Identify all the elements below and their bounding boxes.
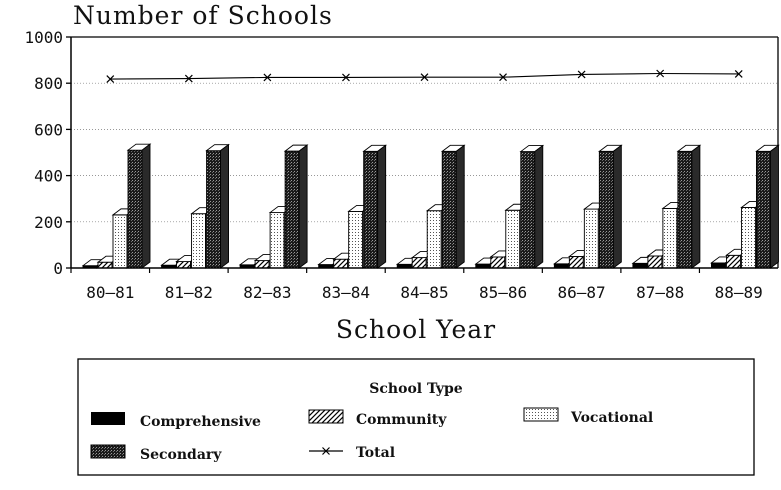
bar-vocational-81-82 xyxy=(192,214,206,268)
y-tick-label: 200 xyxy=(34,212,63,232)
bar-community-83-84 xyxy=(334,259,348,268)
bars-layer xyxy=(83,144,778,268)
y-tick-label: 400 xyxy=(34,166,63,186)
bar-vocational-82-83 xyxy=(270,213,284,268)
legend-swatch-comprehensive xyxy=(91,412,125,425)
bar-community-86-87 xyxy=(569,256,583,268)
bar-secondary-80-81 xyxy=(128,150,142,268)
x-axis xyxy=(71,268,778,302)
bar-side-secondary-88-89 xyxy=(770,145,778,268)
bar-vocational-87-88 xyxy=(663,208,677,268)
bar-secondary-83-84 xyxy=(364,151,378,268)
bar-side-secondary-86-87 xyxy=(613,145,621,268)
legend xyxy=(78,359,754,475)
legend-label-secondary: Secondary xyxy=(140,447,222,463)
legend-swatch-vocational xyxy=(524,408,558,421)
bar-side-secondary-84-85 xyxy=(456,145,464,268)
bar-side-secondary-82-83 xyxy=(299,145,307,268)
y-tick-label: 600 xyxy=(34,120,63,140)
legend-swatch-secondary xyxy=(91,445,125,458)
bar-community-81-82 xyxy=(177,262,191,268)
x-axis-label: School Year xyxy=(335,315,497,344)
bar-comprehensive-88-89 xyxy=(711,263,725,268)
x-tick-label: 83–84 xyxy=(321,283,371,302)
x-tick-label: 80–81 xyxy=(86,283,135,302)
legend-label-community: Community xyxy=(356,412,447,428)
bar-secondary-85-86 xyxy=(521,152,535,268)
bar-side-secondary-81-82 xyxy=(221,145,229,268)
bar-side-secondary-87-88 xyxy=(692,145,700,268)
legend-label-vocational: Vocational xyxy=(571,410,654,426)
bar-secondary-87-88 xyxy=(678,151,692,268)
bar-vocational-85-86 xyxy=(506,210,520,268)
legend-swatch-community xyxy=(309,410,343,423)
x-tick-label: 82–83 xyxy=(243,283,292,302)
legend-label-total: Total xyxy=(356,445,396,461)
bar-secondary-81-82 xyxy=(207,151,221,268)
bar-community-84-85 xyxy=(412,258,426,268)
bar-vocational-84-85 xyxy=(427,211,441,268)
bar-vocational-83-84 xyxy=(349,211,363,268)
legend-title: School Type xyxy=(369,381,463,397)
x-tick-label: 85–86 xyxy=(478,283,528,302)
bar-vocational-88-89 xyxy=(741,207,755,268)
bar-secondary-86-87 xyxy=(599,151,613,268)
bar-side-secondary-80-81 xyxy=(142,144,150,268)
x-tick-label: 84–85 xyxy=(400,283,449,302)
bar-community-88-89 xyxy=(726,255,740,268)
bar-secondary-88-89 xyxy=(756,151,770,268)
total-line xyxy=(110,73,738,79)
total-line-layer xyxy=(107,70,742,83)
x-tick-label: 86–87 xyxy=(557,283,606,302)
x-tick-label: 87–88 xyxy=(636,283,685,302)
y-tick-label: 800 xyxy=(34,74,63,94)
bar-community-87-88 xyxy=(648,256,662,268)
x-tick-label: 88–89 xyxy=(714,283,763,302)
legend-label-comprehensive: Comprehensive xyxy=(140,414,261,430)
chart-title: Number of Schools xyxy=(73,1,333,30)
y-axis xyxy=(24,28,71,278)
bar-side-secondary-83-84 xyxy=(378,145,386,268)
bar-secondary-84-85 xyxy=(442,151,456,268)
y-tick-label: 0 xyxy=(53,259,63,278)
x-tick-label: 81–82 xyxy=(164,283,213,302)
bar-secondary-82-83 xyxy=(285,151,299,268)
bar-community-80-81 xyxy=(98,262,112,268)
bar-vocational-86-87 xyxy=(584,209,598,268)
bar-community-85-86 xyxy=(491,257,505,268)
bar-vocational-80-81 xyxy=(113,215,127,268)
bar-community-82-83 xyxy=(255,261,269,268)
y-tick-label: 1000 xyxy=(24,28,63,47)
bar-side-secondary-85-86 xyxy=(535,146,543,268)
